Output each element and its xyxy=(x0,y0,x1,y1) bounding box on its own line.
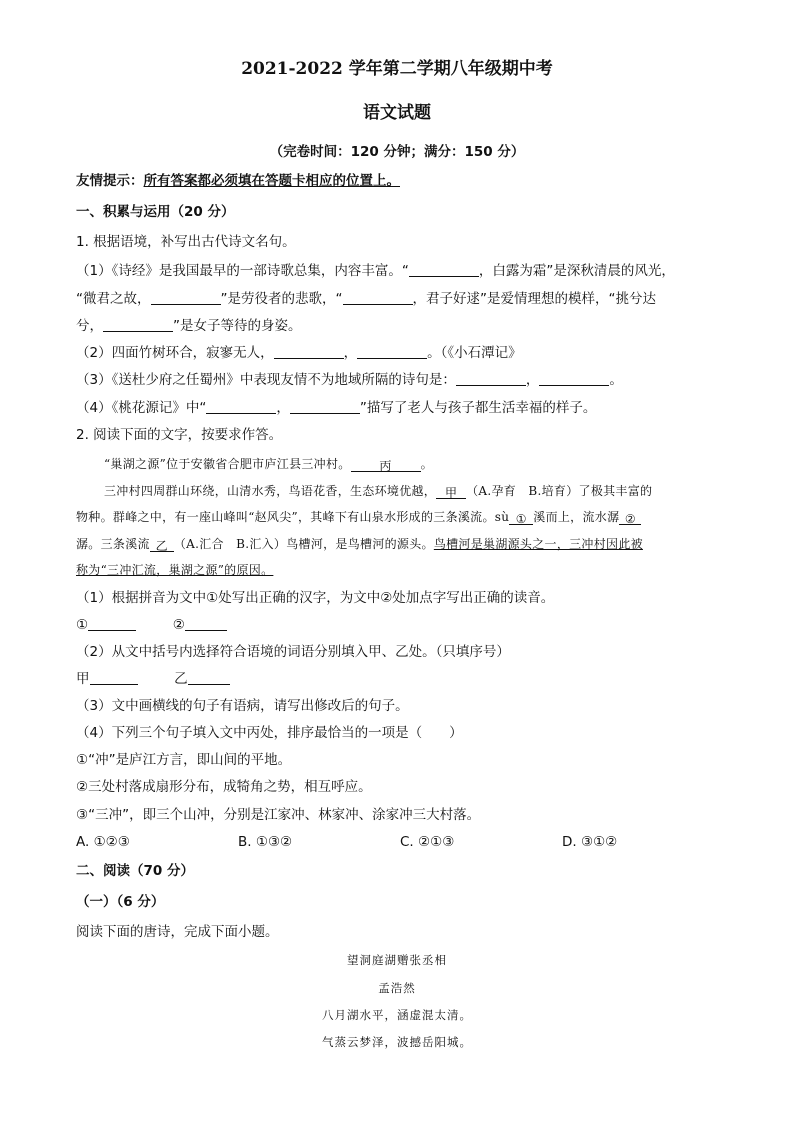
passage-text: 物种。群峰之中，有一座山峰叫“赵风尖”，其峰下有山泉水形成的三条溪流。sù xyxy=(76,510,510,524)
tip-text: 所有答案都必须填在答题卡相应的位置上。 xyxy=(143,173,400,189)
q1-text: ”是女子等待的身姿。 xyxy=(173,318,302,334)
passage-para2-line2 xyxy=(76,508,641,526)
q2-stem: 2. 阅读下面的文字，按要求作答。 xyxy=(76,427,283,443)
blank-jia[interactable]: 甲 xyxy=(436,484,466,499)
passage-para2-line3 xyxy=(76,535,643,553)
q2-sub4: （4）下列三个句子填入文中丙处，排序最恰当的一项是（ ） xyxy=(76,725,463,741)
q1-text: ， xyxy=(343,345,358,361)
q1-text: 。 xyxy=(609,372,623,388)
answer-blank[interactable] xyxy=(90,670,138,685)
sentence-1: ①“冲”是庐江方言，即山间的平地。 xyxy=(76,752,292,768)
q1-text: （4）《桃花源记》中“ xyxy=(76,400,207,416)
option-b[interactable]: B. ①③② xyxy=(238,834,293,850)
q2-sub1: （1）根据拼音为文中①处写出正确的汉字，为文中②处加点字写出正确的读音。 xyxy=(76,590,555,606)
q1-text: ， xyxy=(525,372,540,388)
q1-text: （2）四面竹树环合，寂寥无人， xyxy=(76,345,274,361)
option-a[interactable]: A. ①②③ xyxy=(76,834,130,850)
answer-blank[interactable] xyxy=(456,371,526,386)
blank-label: ① xyxy=(76,617,89,633)
option-d[interactable]: D. ③①② xyxy=(562,834,618,850)
passage-para1 xyxy=(104,455,433,473)
q1-part4 xyxy=(76,399,596,417)
answer-blank[interactable] xyxy=(290,399,360,414)
q1-text: （3）《送杜少府之任蜀州》中表现友情不为地域所隔的诗句是： xyxy=(76,372,456,388)
answer-blank[interactable] xyxy=(343,290,413,305)
q1-part2 xyxy=(76,344,522,362)
answer-blank[interactable] xyxy=(274,344,344,359)
poem-line-2: 气蒸云梦泽，波撼岳阳城。 xyxy=(322,1035,472,1049)
q2-sub2: （2）从文中括号内选择符合语境的词语分别填入甲、乙处。（只填序号） xyxy=(76,644,510,660)
passage-text: （A.孕育 B.培育）了极其丰富的 xyxy=(466,484,653,498)
q2-sub3: （3）文中画横线的句子有语病，请写出修改后的句子。 xyxy=(76,698,409,714)
passage-para2-line1 xyxy=(104,482,652,500)
blank-label: 乙 xyxy=(174,671,188,687)
friendly-tip xyxy=(76,172,400,190)
blank-1[interactable]: ① xyxy=(509,510,533,525)
passage-text: （A.汇合 B.汇入）鸟槽河，是鸟槽河的源头。 xyxy=(173,537,434,551)
option-c[interactable]: C. ②①③ xyxy=(400,834,455,850)
q1-text: 。（《小石潭记》 xyxy=(427,345,522,361)
section2-heading: 二、阅读（70 分） xyxy=(76,863,194,879)
underlined-sentence: 称为“三冲汇流，巢湖之源”的原因。 xyxy=(76,563,274,577)
tip-label: 友情提示： xyxy=(76,173,144,189)
q1-text: ”描写了老人与孩子都生活幸福的样子。 xyxy=(359,400,597,416)
answer-blank[interactable] xyxy=(151,290,221,305)
exam-title: 2021-2022 学年第二学期八年级期中考 xyxy=(241,59,553,79)
answer-blank[interactable] xyxy=(103,317,173,332)
q2-sub2-blanks xyxy=(76,670,230,688)
subject-title: 语文试题 xyxy=(363,103,431,123)
answer-blank[interactable] xyxy=(357,344,427,359)
answer-blank[interactable] xyxy=(539,371,609,386)
answer-blank[interactable] xyxy=(88,616,136,631)
passage-text: 三冲村四周群山环绕，山清水秀，鸟语花香，生态环境优越， xyxy=(104,484,437,498)
blank-label: 甲 xyxy=(76,671,90,687)
answer-blank[interactable] xyxy=(188,670,230,685)
poem-line-1: 八月湖水平，涵虚混太清。 xyxy=(322,1008,472,1022)
blank-label: ② xyxy=(172,617,185,633)
section2-instruction: 阅读下面的唐诗，完成下面小题。 xyxy=(76,924,279,940)
answer-blank[interactable] xyxy=(409,262,479,277)
q1-text: ”是劳役者的悲歌，“ xyxy=(220,291,343,307)
poem-author: 孟浩然 xyxy=(378,981,416,995)
underlined-sentence: 鸟槽河是巢湖源头之一，三冲村因此被 xyxy=(433,537,643,551)
q1-text: ，白露为霜”是深秋清晨的风光， xyxy=(478,263,675,279)
section2-subheading: （一）（6 分） xyxy=(76,894,165,910)
passage-text: 溪而上，流水潺 xyxy=(533,510,620,524)
q1-text: 兮， xyxy=(76,318,103,334)
passage-text: 潺。三条溪流 xyxy=(76,537,150,551)
section1-heading: 一、积累与运用（20 分） xyxy=(76,204,235,220)
blank-bing[interactable]: 丙 xyxy=(351,457,421,472)
passage-text: 。 xyxy=(420,457,433,471)
passage-para2-line4 xyxy=(76,561,273,579)
answer-blank[interactable] xyxy=(185,616,227,631)
q2-sub1-blanks xyxy=(76,616,227,634)
q1-part3 xyxy=(76,371,623,389)
poem-title: 望洞庭湖赠张丞相 xyxy=(347,953,447,967)
q1-part1-line1 xyxy=(76,262,675,280)
q1-part1-line3 xyxy=(76,317,302,335)
q1-text: （1）《诗经》是我国最早的一部诗歌总集，内容丰富。“ xyxy=(76,263,409,279)
q1-text: ，君子好逑”是爱情理想的模样，“挑兮达 xyxy=(412,291,656,307)
exam-info: （完卷时间：120 分钟；满分：150 分） xyxy=(269,144,525,160)
blank-yi[interactable]: 乙 xyxy=(150,537,174,552)
q1-text: “微君之故， xyxy=(76,291,151,307)
blank-2[interactable]: ② xyxy=(619,510,641,525)
sentence-3: ③“三冲”，即三个山冲，分别是江家冲、林家冲、涂家冲三大村落。 xyxy=(76,807,481,823)
answer-blank[interactable] xyxy=(206,399,276,414)
q1-part1-line2 xyxy=(76,290,656,308)
q1-stem: 1. 根据语境，补写出古代诗文名句。 xyxy=(76,234,296,250)
sentence-2: ②三处村落成扇形分布，成犄角之势，相互呼应。 xyxy=(76,779,372,795)
passage-text: “巢湖之源”位于安徽省合肥市庐江县三冲村。 xyxy=(104,457,351,471)
q1-text: ， xyxy=(276,400,290,416)
